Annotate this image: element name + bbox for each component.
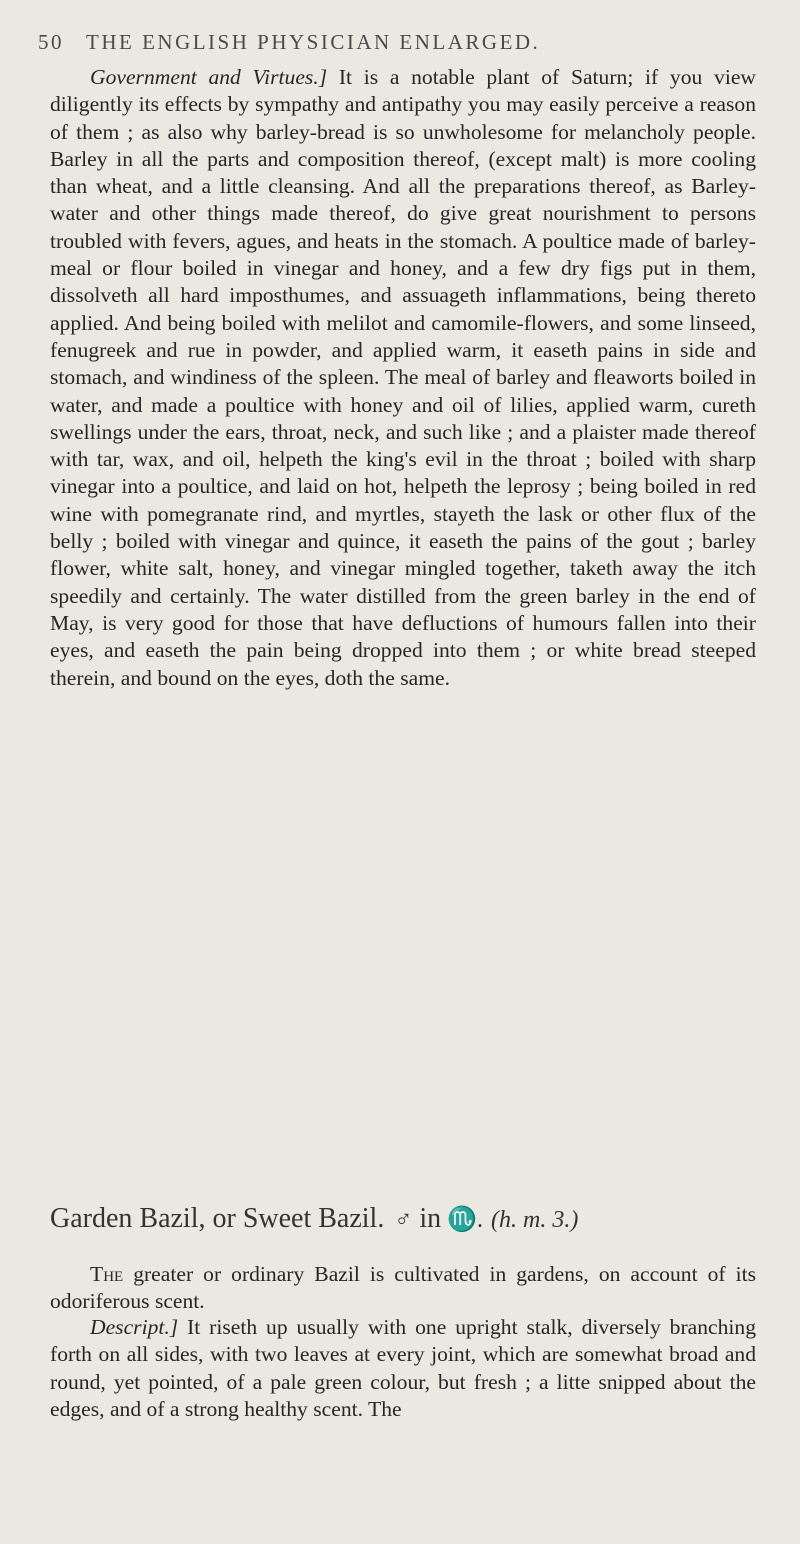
section-run-in-label: Government and Virtues.] — [90, 65, 328, 89]
running-header — [38, 30, 778, 55]
running-title: THE ENGLISH PHYSICIAN ENLARGED. — [86, 30, 541, 54]
entry-heading — [50, 1203, 756, 1235]
mars-symbol-icon: ♂ — [394, 1207, 413, 1233]
paragraph-text: It is a notable plant of Saturn; if you view diligently its effects by sympathy and antipathy you may easily perceive a reason of them ; as also why barley-bread is so unwholesome for melancholy people. Barley in all the parts and composition thereof, (except malt) is more cooling than wheat, and a little cleansing. And all the preparations thereof, as Barley-water and other things made thereof, do give great nourishment to persons troubled with fevers, agues, and heats in the stomach. A poultice made of barley-meal or flour boiled in vinegar and honey, and a few dry figs put in them, dissolveth all hard imposthumes, and assuageth inflammations, being thereto applied. And being boiled with melilot and camomile-flowers, and some linseed, fenugreek and rue in powder, and applied warm, it easeth pains in side and stomach, and windiness of the spleen. The meal of barley and fleaworts boiled in water, and made a poultice with honey and oil of lilies, applied warm, cureth swellings under the ears, throat, neck, and such like ; and a plaister made thereof with tar, wax, and oil, helpeth the king's evil in the throat ; boiled with sharp vinegar into a poultice, and laid on hot, helpeth the leprosy ; being boiled in red wine with pomegranate rind, and myrtles, stayeth the lask or other flux of the belly ; boiled with vinegar and quince, it easeth the pains of the gout ; barley flower, white salt, honey, and vinegar mingled together, taketh away the itch speedily and certainly. The water distilled from the green barley in the end of May, is very good for those that have defluctions of humours fallen into their eyes, and easeth the pain being dropped into them ; or white bread steeped therein, and bound on the eyes, doth the same. — [50, 65, 757, 690]
entry-reference: (h. m. 3.) — [491, 1207, 579, 1233]
entry-in-word: in — [419, 1203, 442, 1234]
intro-paragraph — [50, 1261, 756, 1316]
description-paragraph — [50, 1314, 756, 1423]
description-run-in-label: Descript.] — [90, 1315, 179, 1339]
intro-text: greater or ordinary Bazil is cultivated in gardens, on account of its odoriferous scent. — [50, 1262, 756, 1314]
page-number: 50 — [38, 30, 64, 54]
virtues-paragraph — [50, 64, 756, 692]
scorpio-symbol-icon: ♏. — [447, 1207, 484, 1233]
entry-title: Garden Bazil, or Sweet Bazil. — [50, 1203, 385, 1234]
intro-lead-word: The — [90, 1262, 124, 1286]
description-text: It riseth up usually with one upright stalk, diversely branching forth on all sides, with two leaves at every joint, which are somewhat broad and round, yet pointed, of a pale green colour, but fresh ; a litte snipped about the edges, and of a strong healthy scent. The — [50, 1315, 756, 1421]
